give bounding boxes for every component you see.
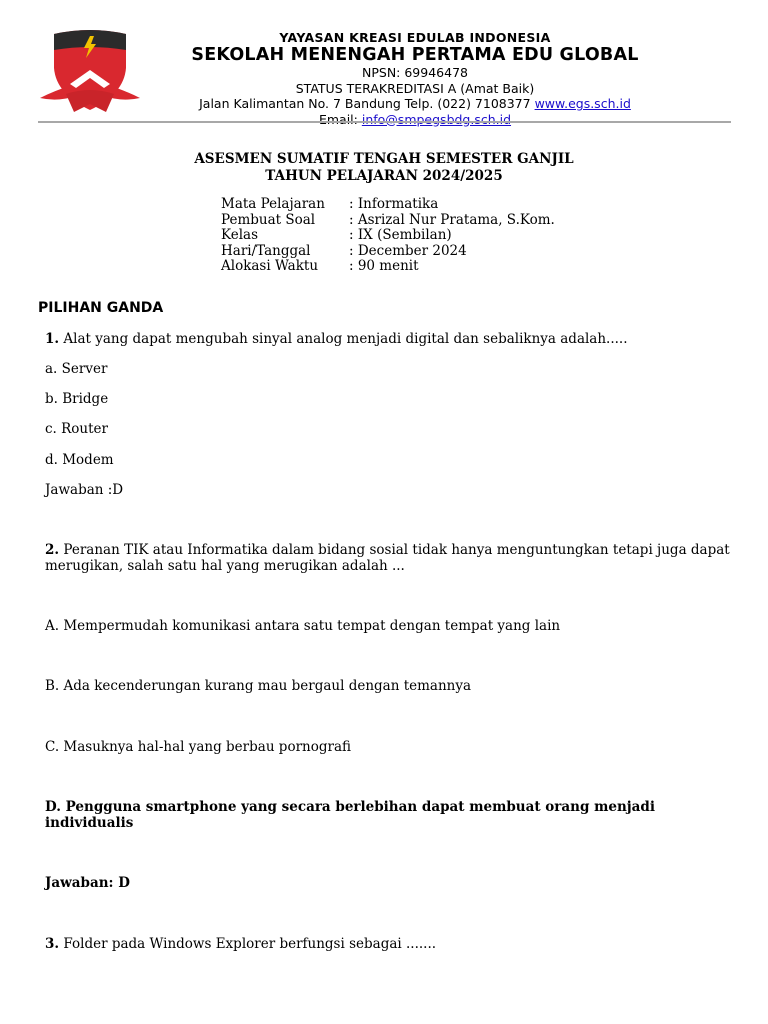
meta-row <box>221 197 555 213</box>
question-text: Peranan TIK atau Informatika dalam bidang sosial tidak hanya menguntungkan tetapi juga dapat merugikan, salah satu hal yang merugikan adalah ... <box>45 542 730 574</box>
meta-value: : Informatika <box>349 196 439 212</box>
meta-value: : December 2024 <box>349 242 467 259</box>
school-name: SEKOLAH MENENGAH PERTAMA EDU GLOBAL <box>191 45 639 65</box>
letterhead <box>0 0 768 130</box>
meta-value: : IX (Sembilan) <box>349 227 452 244</box>
option-b: B. Ada kecenderungan kurang mau bergaul dengan temannya <box>45 678 472 694</box>
question-number: 3. <box>45 936 60 952</box>
meta-key: Alokasi Waktu <box>221 258 319 275</box>
option-c: c. Router <box>45 421 108 437</box>
answer-2: Jawaban: D <box>45 875 130 891</box>
option-d: D. Pengguna smartphone yang secara berlebihan dapat membuat orang menjadi individualis <box>45 799 655 831</box>
meta-row <box>221 228 555 244</box>
question-1 <box>45 332 735 348</box>
meta-row <box>221 244 555 260</box>
npsn: NPSN: 69946478 <box>362 65 468 80</box>
letterhead-text <box>150 30 680 127</box>
option-a: a. Server <box>45 361 108 377</box>
option-c: C. Masuknya hal-hal yang berbau pornografi <box>45 739 351 755</box>
question-number: 2. <box>45 542 60 558</box>
meta-row <box>221 213 555 229</box>
website-link[interactable]: www.egs.sch.id <box>534 96 631 111</box>
question-text: Alat yang dapat mengubah sinyal analog menjadi digital dan sebaliknya adalah..... <box>63 331 628 347</box>
exam-title <box>0 151 768 184</box>
meta-key: Pembuat Soal <box>221 211 316 228</box>
exam-title-line-1: ASESMEN SUMATIF TENGAH SEMESTER GANJIL <box>194 151 574 167</box>
question-text: Folder pada Windows Explorer berfungsi sebagai ....... <box>63 936 437 952</box>
meta-key: Mata Pelajaran <box>221 196 325 212</box>
email-label: Email: <box>318 111 358 127</box>
meta-value: : 90 menit <box>349 258 419 275</box>
answer-1: Jawaban :D <box>45 482 124 498</box>
exam-meta-table <box>221 197 555 275</box>
meta-key: Hari/Tanggal <box>221 242 311 259</box>
option-d: d. Modem <box>45 452 114 468</box>
question-2 <box>45 543 735 574</box>
foundation-name: YAYASAN KREASI EDULAB INDONESIA <box>279 30 551 45</box>
address-text: Jalan Kalimantan No. 7 Bandung Telp. (022) 7108377 <box>199 96 531 111</box>
meta-key: Kelas <box>221 227 259 244</box>
option-b: b. Bridge <box>45 391 109 407</box>
option-a: A. Mempermudah komunikasi antara satu tempat dengan tempat yang lain <box>45 618 561 634</box>
exam-title-line-2: TAHUN PELAJARAN 2024/2025 <box>265 167 503 184</box>
email-link[interactable]: info@smpegsbdg.sch.id <box>361 111 512 127</box>
accreditation-status: STATUS TERAKREDITASI A (Amat Baik) <box>295 80 535 96</box>
header-divider <box>38 121 731 123</box>
school-shield-logo-icon <box>36 28 144 118</box>
section-title: PILIHAN GANDA <box>38 300 164 316</box>
address-line <box>150 96 680 112</box>
meta-row <box>221 259 555 275</box>
question-number: 1. <box>45 331 60 347</box>
question-3 <box>45 937 735 953</box>
email-line <box>150 112 680 128</box>
meta-value: : Asrizal Nur Pratama, S.Kom. <box>349 211 555 228</box>
